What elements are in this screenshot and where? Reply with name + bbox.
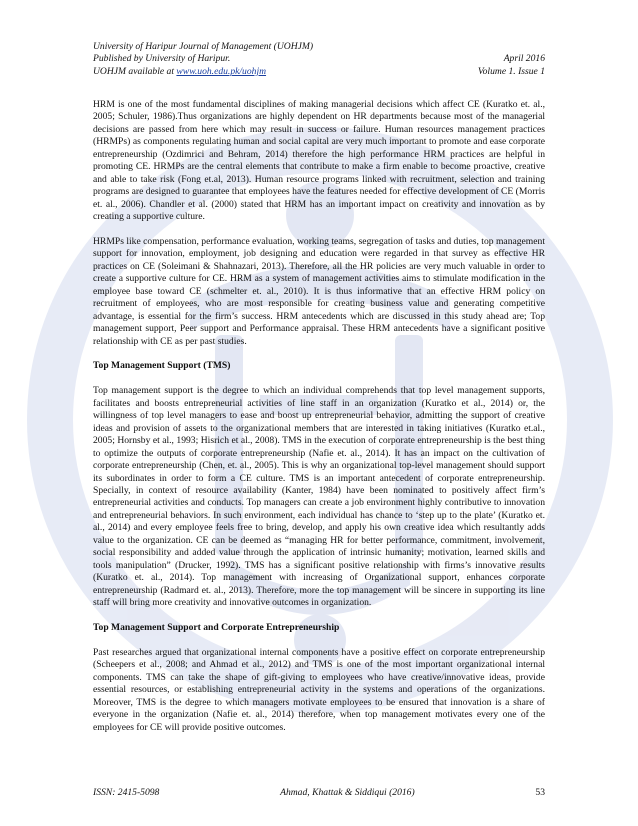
- paragraph-tms: Top management support is the degree to which an individual comprehends that top level management supports, facilitates and boosts entrepreneurial activities of line staff in an organization (Kuratko et al., 2014) or, the willingness of top level managers to ease and boost up entrepreneurial behavior, admitting the support of creative ideas and provision of assets to the organizational members that are interested in taking initiatives (Kuratko et.al., 2005; Hornsby et al., 1993; Hisrich et al., 2008). TMS in the execution of corporate entrepreneurship is the best thing to optimize the outputs of corporate entrepreneurship (Nafie et. al., 2014). It has an impact on the cultivation of corporate entrepreneurship (Chen, et. al., 2005). This is why an organizational top-level management should support its subordinates in order to form a CE culture. TMS is an important antecedent of corporate entrepreneurship. Specially, in context of resource availability (Kanter, 1984) have been nominated to positively affect firm’s entrepreneurial activities and conducts. Top managers can create a job environment highly contributive to innovation and entrepreneurial behaviors. In such environment, each individual has chance to ‘step up to the plate’ (Kuratko et. al., 2014) and every employee feels free to bring, develop, and apply his own creative idea which resultantly adds value to the organization. CE can be deemed as “managing HR for better performance, commitment, involvement, social responsibility and added value through the application of intrinsic humanity; motivation, learned skills and tools manipulation” (Drucker, 1992). TMS has a significant positive relationship with firms’s innovative results (Kuratko et. al., 2014). Top management with increasing of Organizational support, enhances corporate entrepreneurship (Radmard et. al., 2013). Therefore, more the top management will be sincere in supporting its line staff will bring more creativity and innovative outcomes in organization.: [93, 385, 545, 609]
- section-heading-tms-ce: Top Management Support and Corporate Entrepreneurship: [93, 621, 340, 633]
- paragraph-hrm-fundamentals: HRM is one of the most fundamental disciplines of making managerial decisions which affect CE (Kuratko et. al., 2005; Schuler, 1986).Thus organizations are highly dependent on HR departments because most of the managerial decisions are passed from here which may result in success or failure. Human resources management practices (HRMPs) as components regulating human and social capital are very much important to promote and ease corporate entrepreneurship (Ozdimrici and Behram, 2014) therefore the high performance HRM practices are helpful in promoting CE. HRMPs are the central elements that contribute to make a firm enable to become proactive, creative and able to take risk (Fong et.al, 2013). Human resource programs linked with recruitment, selection and training programs are designed to guarantee that employees have the features needed for effective development of CE (Morris et. al., 2006). Chandler et al. (2000) stated that HRM has an important impact on creativity and innovation as by creating a supportive culture.: [93, 99, 545, 223]
- section-heading-tms: Top Management Support (TMS): [93, 360, 231, 372]
- publisher-line: Published by University of Haripur.: [93, 53, 231, 65]
- page-footer: [93, 787, 545, 798]
- article-body: [93, 99, 545, 746]
- issn: ISSN: 2415-5098: [93, 787, 160, 798]
- paragraph-tms-ce: Past researches argued that organizational internal components have a positive effect on corporate entrepreneurship (Scheepers et al., 2008; and Ahmad et al., 2012) and TMS is one of the most important organizational internal components. TMS can take the shape of gift-giving to employees who have creative/innovative ideas, provide essential resources, or establishing entrepreneurial activity in the systems and operations of the organizations. Moreover, TMS is the degree to which managers motivate employees to be ensured that innovation is a share of everyone in the organization (Nafie et. al., 2014) therefore, when top management motivates every one of the employees for CE will provide positive outcomes.: [93, 646, 545, 733]
- journal-header: [93, 41, 545, 78]
- paragraph-hrmps: HRMPs like compensation, performance evaluation, working teams, segregation of tasks and duties, top management support for innovation, employment, job designing and education were regarded in that survey as effective HR practices on CE (Soleimani & Shahnazari, 2013). Therefore, all the HR policies are very much valuable in order to create a supportive culture for CE. HRM as a system of management activities aims to stimulate modification in the employee base toward CE (schmelter et. al., 2010). It is thus informative that an effective HRM policy on recruitment of employees, who are most responsible for creating business value and generating competitive advantage, is essential for the firm’s success. HRM antecedents which are discussed in this study ahead are; Top management support, Peer support and Performance appraisal. These HRM antecedents have a significant positive relationship with CE as per past studies.: [93, 235, 545, 347]
- header-row-availability: [93, 66, 545, 78]
- header-row-publisher: [93, 53, 545, 65]
- volume-issue: Volume 1. Issue 1: [477, 65, 545, 77]
- page-number: 53: [535, 787, 545, 798]
- footer-authors: Ahmad, Khattak & Siddiqui (2016): [280, 787, 415, 798]
- availability-line: [93, 66, 266, 78]
- journal-url-link[interactable]: www.uoh.edu.pk/uohjm: [176, 65, 267, 77]
- journal-name: University of Haripur Journal of Management (UOHJM): [93, 41, 314, 52]
- issue-date: April 2016: [503, 53, 545, 65]
- availability-prefix: UOHJM available at: [93, 65, 177, 77]
